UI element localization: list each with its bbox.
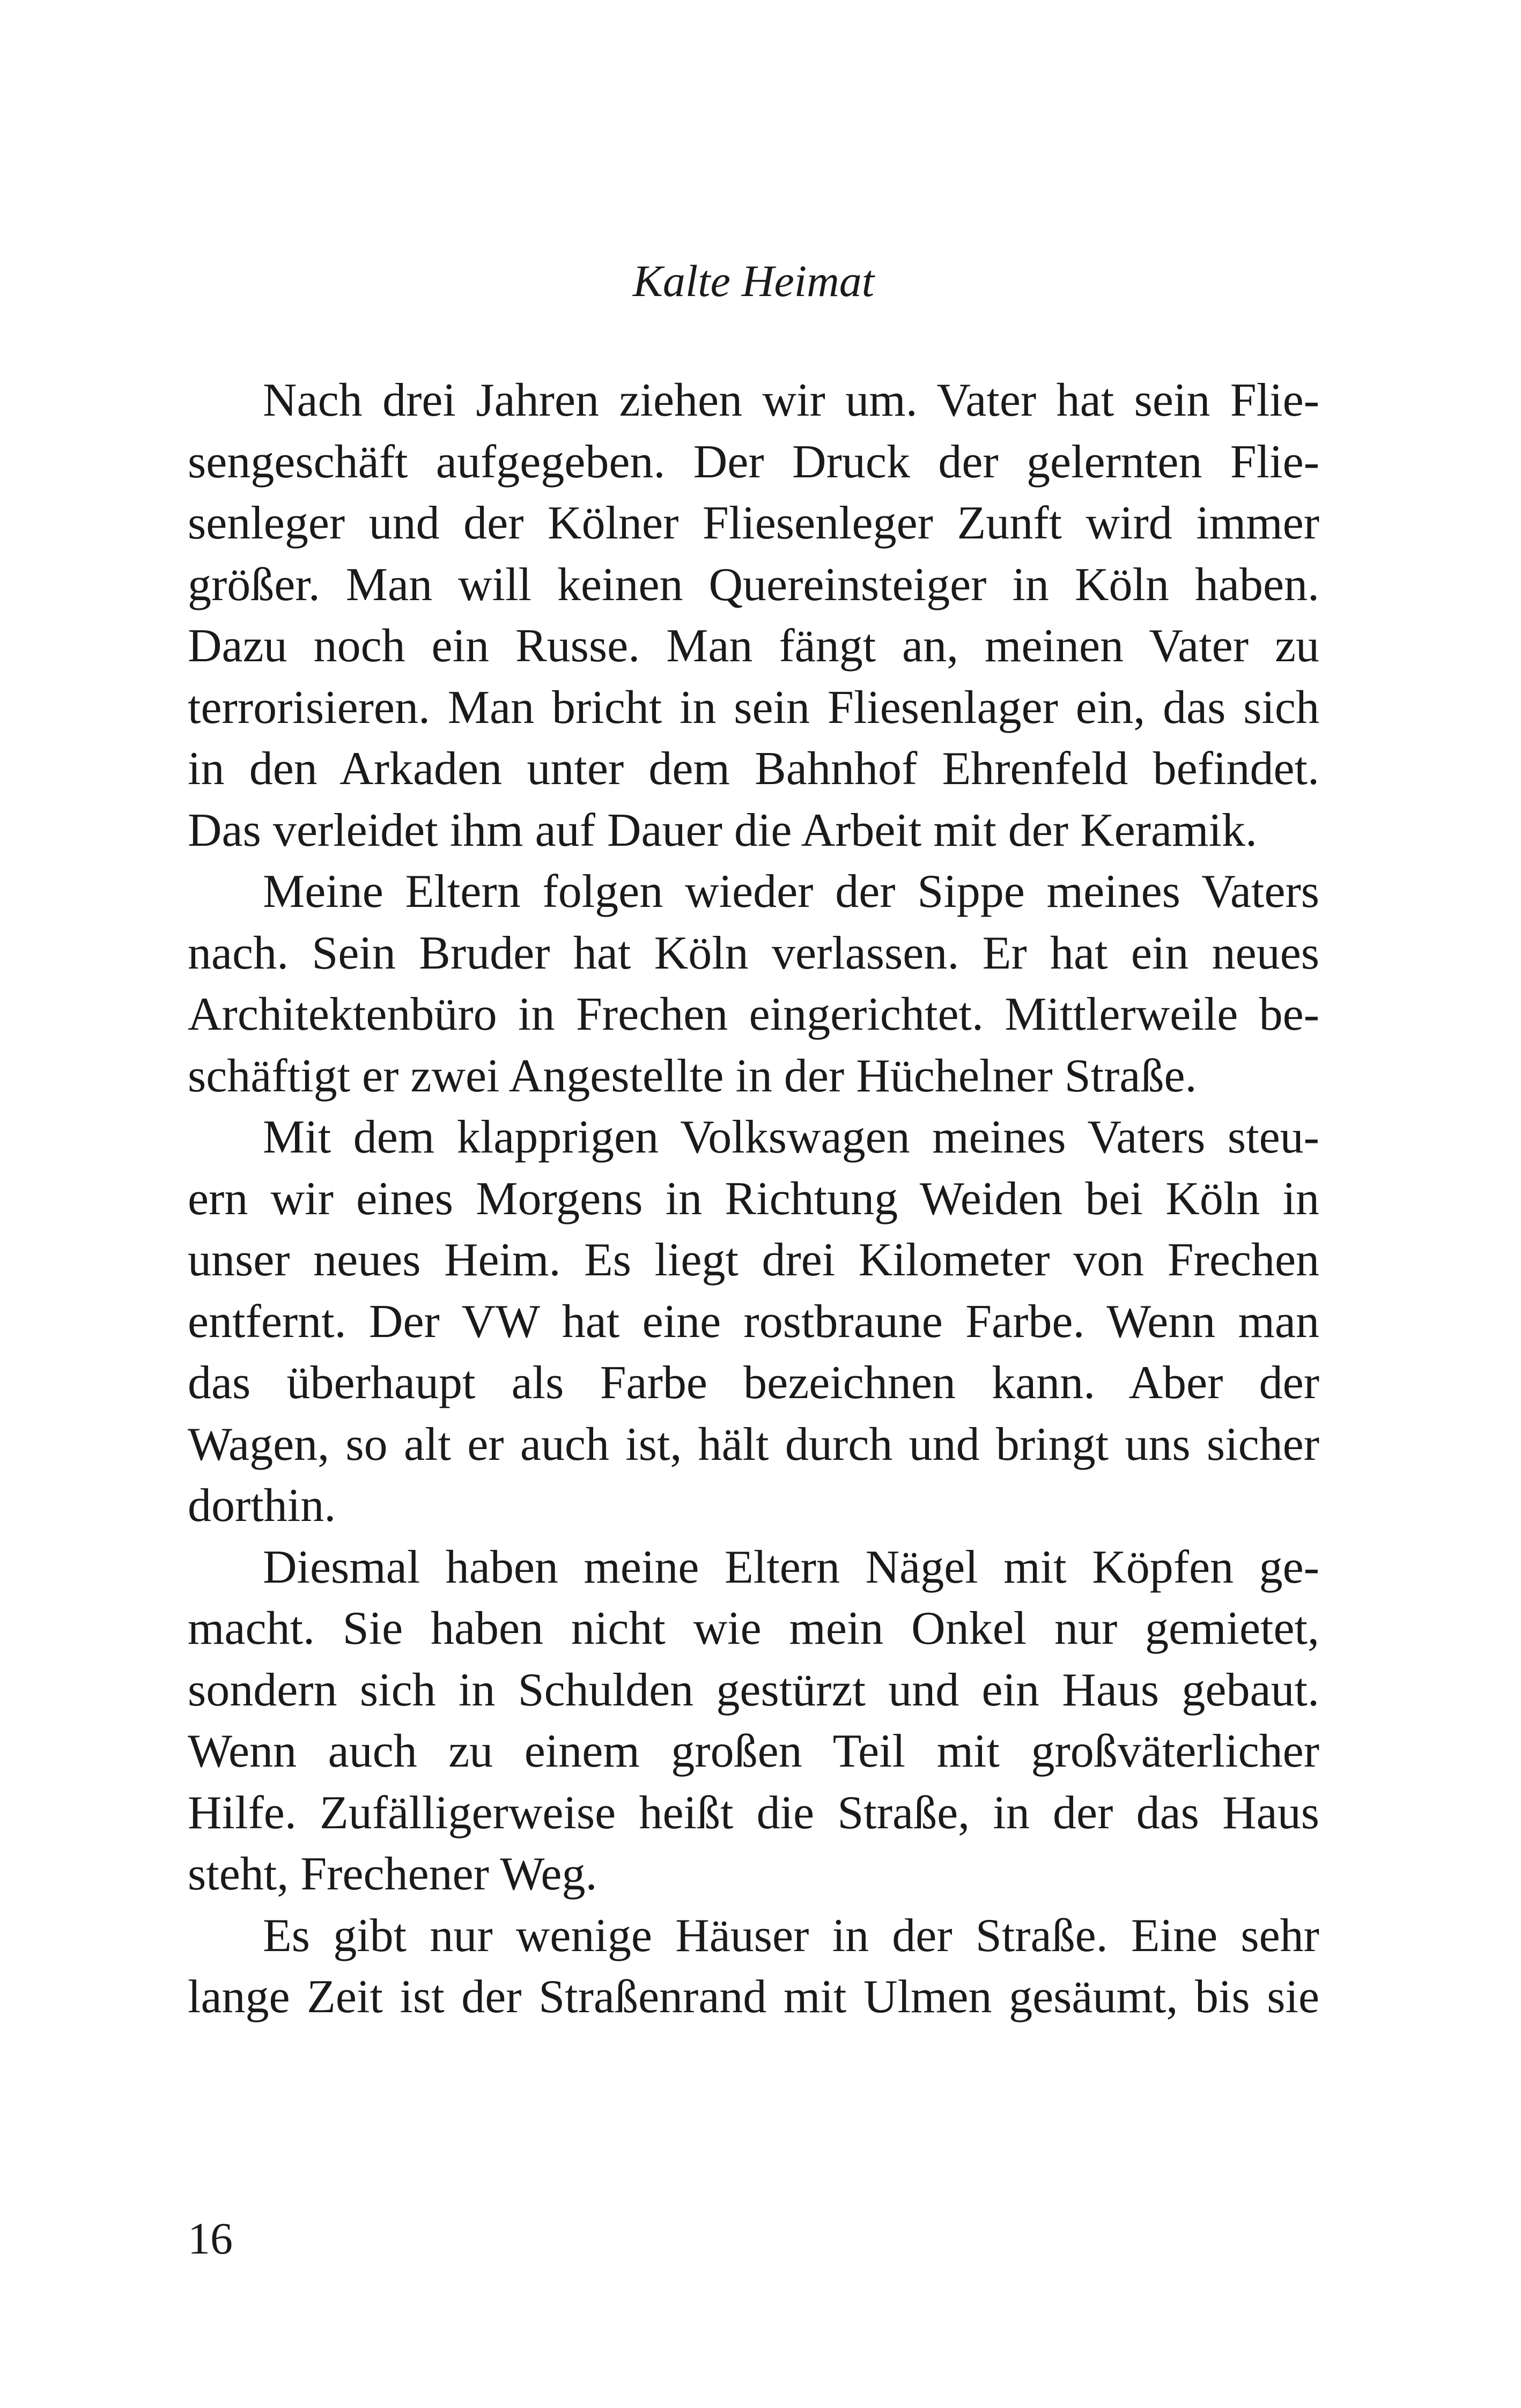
text-line: Architektenbüro in Frechen eingerichtet. Mittlerweile be- bbox=[188, 988, 1319, 1040]
text-line: Wagen, so alt er auch ist, hält durch und bringt uns sicher bbox=[188, 1418, 1319, 1471]
text-line: ern wir eines Morgens in Richtung Weiden bei Köln in bbox=[188, 1172, 1319, 1225]
text-line: terrorisieren. Man bricht in sein Fliesenlager ein, das sich bbox=[188, 681, 1319, 734]
running-head: Kalte Heimat bbox=[632, 256, 875, 306]
text-line: Hilfe. Zufälligerweise heißt die Straße, in der das Haus bbox=[188, 1786, 1319, 1839]
text-line: Nach drei Jahren ziehen wir um. Vater hat sein Flie- bbox=[263, 374, 1319, 426]
body-text bbox=[188, 370, 1319, 2028]
page-number: 16 bbox=[188, 2214, 233, 2264]
text-line: senleger und der Kölner Fliesenleger Zunft wird immer bbox=[188, 497, 1319, 549]
text-line: nach. Sein Bruder hat Köln verlassen. Er hat ein neues bbox=[188, 927, 1319, 979]
paragraph bbox=[188, 861, 1319, 1107]
text-line: dorthin. bbox=[188, 1480, 336, 1532]
text-line: Wenn auch zu einem großen Teil mit großväterlicher bbox=[188, 1725, 1319, 1777]
text-line: Das verleidet ihm auf Dauer die Arbeit mit der Keramik. bbox=[188, 804, 1257, 856]
text-line: schäftigt er zwei Angestellte in der Hüchelner Straße. bbox=[188, 1050, 1197, 1102]
text-line: in den Arkaden unter dem Bahnhof Ehrenfeld befindet. bbox=[188, 743, 1319, 795]
text-line: sengeschäft aufgegeben. Der Druck der gelernten Flie- bbox=[188, 435, 1319, 488]
text-line: Es gibt nur wenige Häuser in der Straße. Eine sehr bbox=[263, 1909, 1319, 1962]
text-line: Diesmal haben meine Eltern Nägel mit Köpfen ge- bbox=[263, 1541, 1319, 1593]
paragraph bbox=[188, 370, 1319, 861]
paragraph bbox=[188, 1107, 1319, 1537]
text-line: entfernt. Der VW hat eine rostbraune Farbe. Wenn man bbox=[188, 1295, 1319, 1348]
text-line: sondern sich in Schulden gestürzt und ein Haus gebaut. bbox=[188, 1664, 1319, 1716]
text-line: lange Zeit ist der Straßenrand mit Ulmen gesäumt, bis sie bbox=[188, 1971, 1319, 2023]
paragraph bbox=[188, 1905, 1319, 2028]
text-line: das überhaupt als Farbe bezeichnen kann. Aber der bbox=[188, 1357, 1319, 1409]
text-line: macht. Sie haben nicht wie mein Onkel nur gemietet, bbox=[188, 1602, 1319, 1654]
paragraph bbox=[188, 1537, 1319, 1905]
text-line: unser neues Heim. Es liegt drei Kilometer von Frechen bbox=[188, 1234, 1319, 1286]
text-line: Meine Eltern folgen wieder der Sippe meines Vaters bbox=[263, 866, 1319, 918]
text-line: steht, Frechener Weg. bbox=[188, 1848, 597, 1900]
text-line: Dazu noch ein Russe. Man fängt an, meinen Vater zu bbox=[188, 620, 1319, 672]
text-line: Mit dem klapprigen Volkswagen meines Vaters steu- bbox=[263, 1111, 1319, 1163]
text-line: größer. Man will keinen Quereinsteiger in Köln haben. bbox=[188, 558, 1319, 611]
